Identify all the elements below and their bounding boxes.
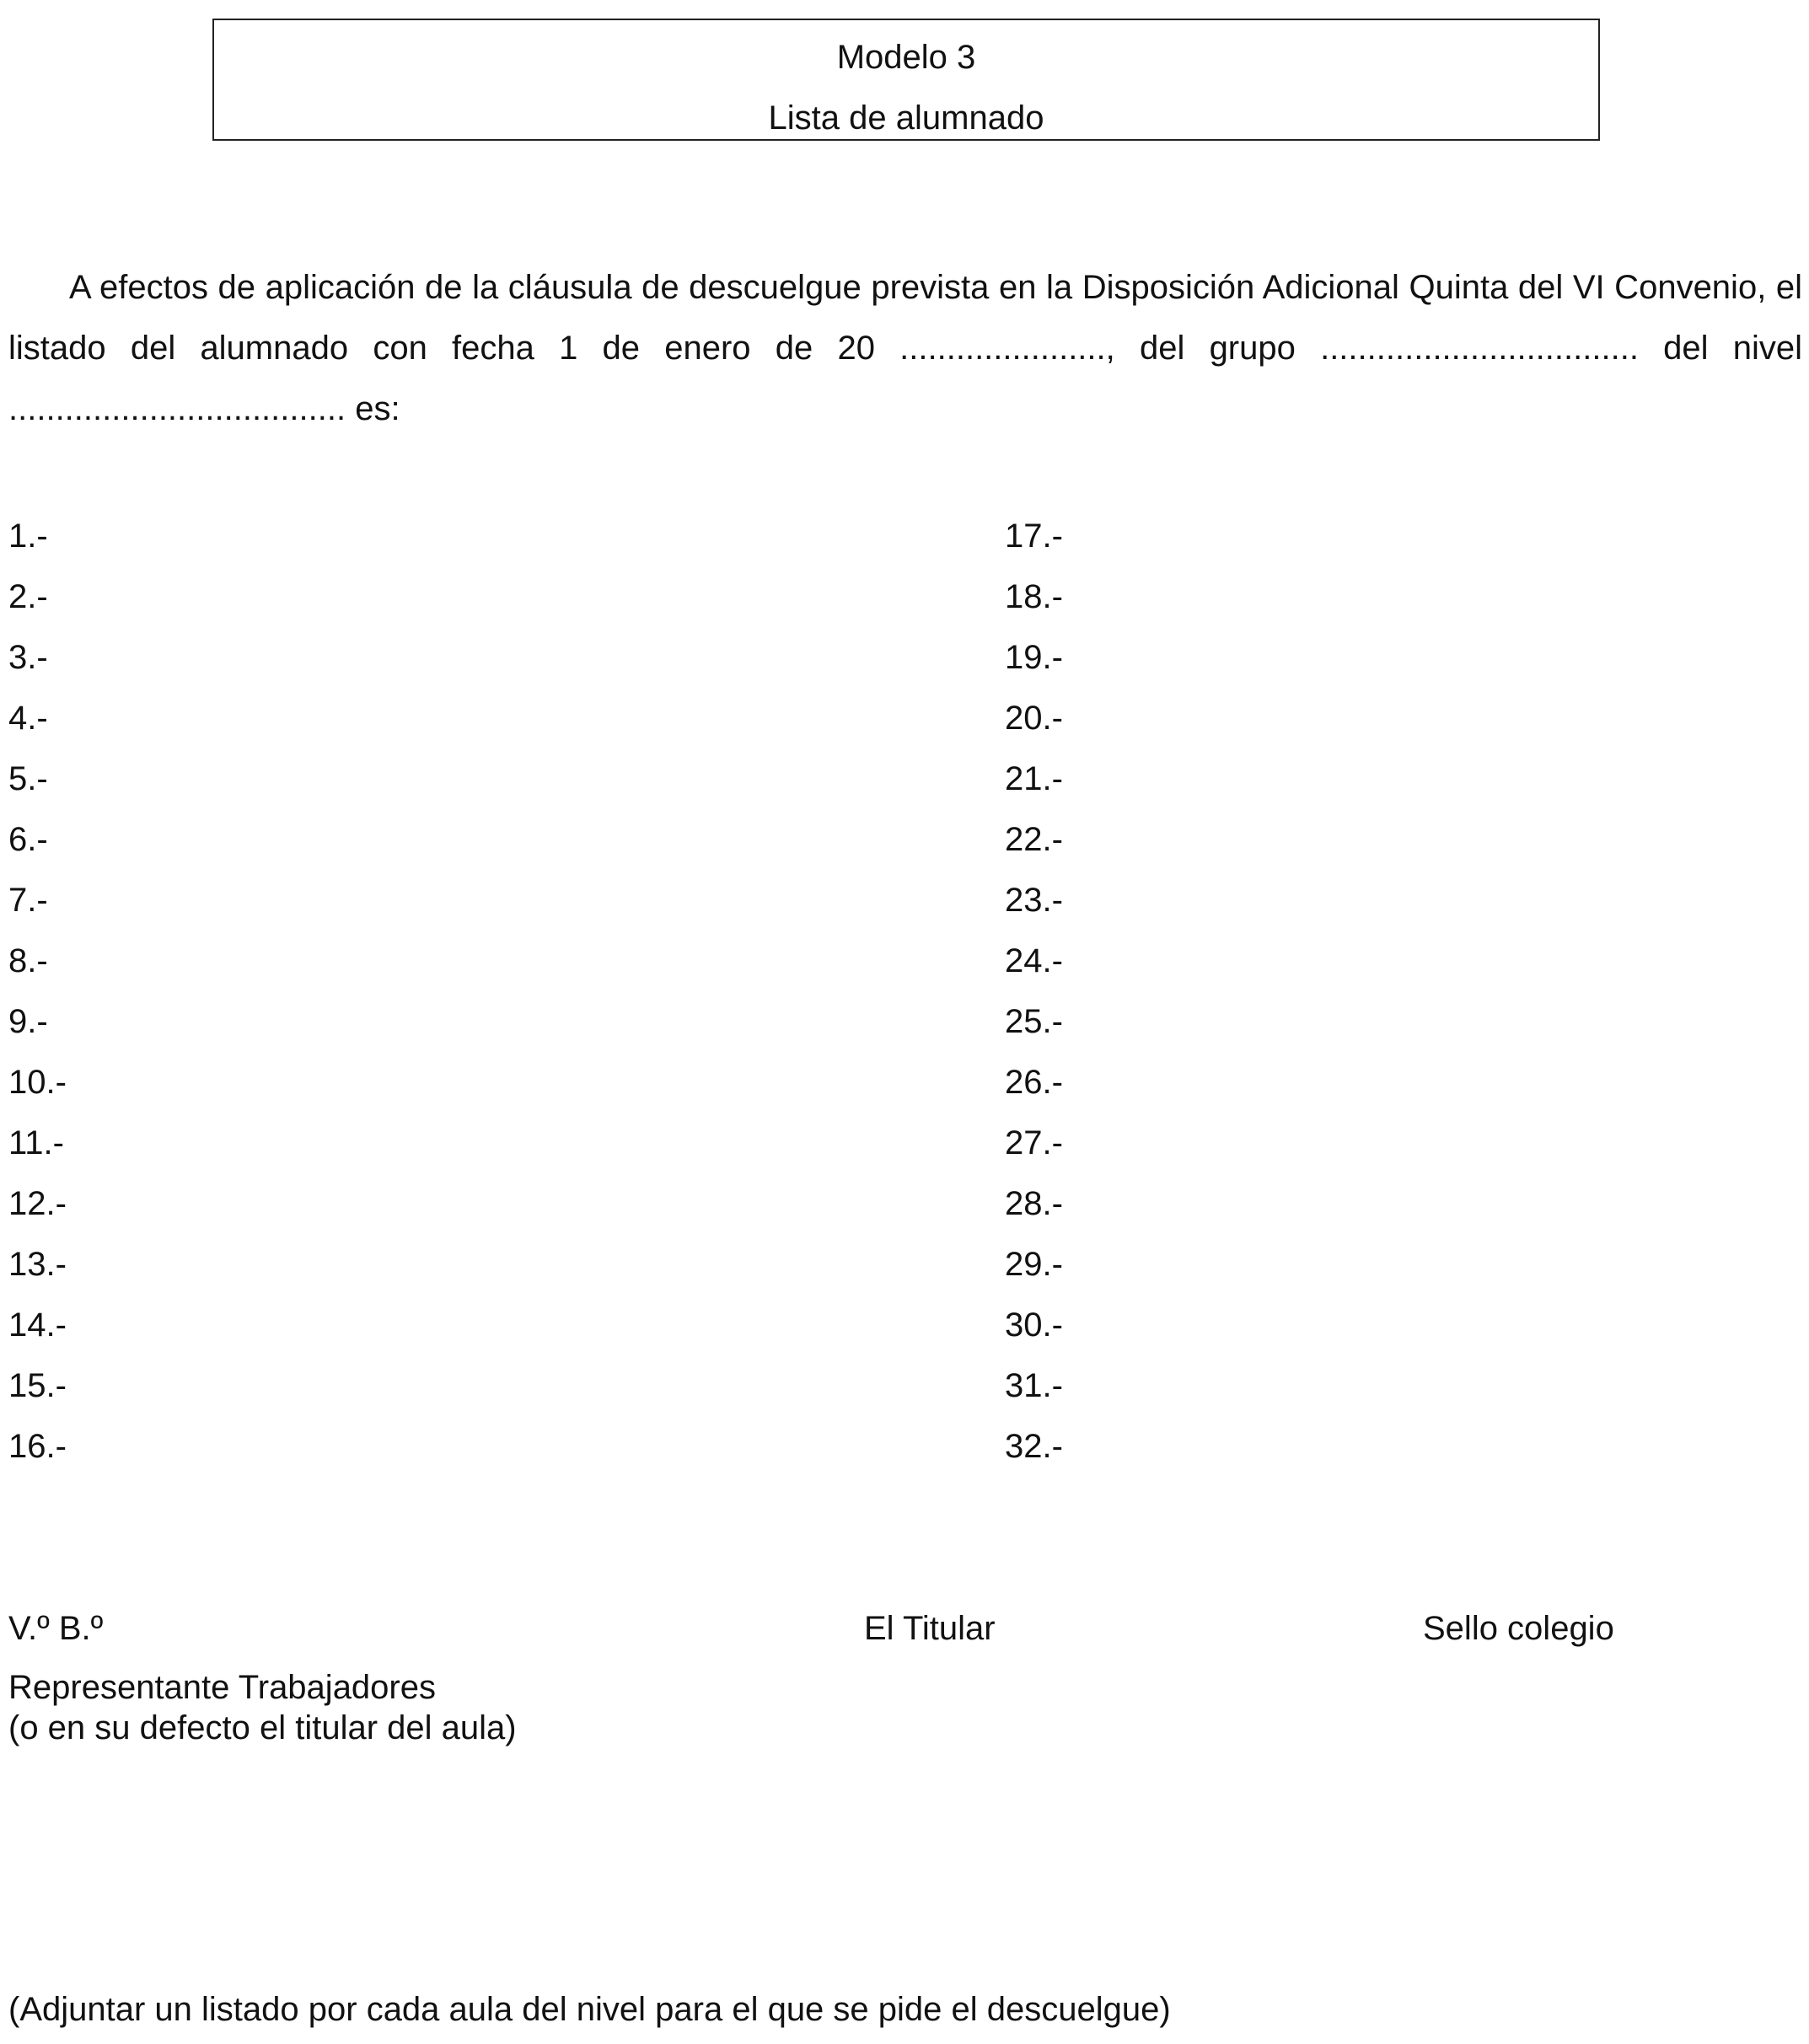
school-seal-label: Sello colegio bbox=[1423, 1610, 1614, 1647]
list-item: 2.- bbox=[8, 578, 48, 615]
student-list-right bbox=[1005, 506, 1063, 1477]
list-item: 13.- bbox=[8, 1246, 67, 1283]
list-item: 12.- bbox=[8, 1185, 67, 1222]
list-item: 21.- bbox=[1005, 760, 1063, 797]
list-item: 16.- bbox=[8, 1428, 67, 1465]
list-item: 27.- bbox=[1005, 1124, 1063, 1161]
list-item: 7.- bbox=[8, 882, 48, 919]
list-item: 3.- bbox=[8, 639, 48, 676]
list-item: 17.- bbox=[1005, 518, 1063, 555]
list-item: 31.- bbox=[1005, 1367, 1063, 1404]
list-item: 14.- bbox=[8, 1306, 67, 1344]
header-box bbox=[212, 19, 1600, 141]
list-item: 11.- bbox=[8, 1124, 64, 1161]
list-item: 4.- bbox=[8, 700, 48, 737]
list-item: 23.- bbox=[1005, 882, 1063, 919]
representative-note: (o en su defecto el titular del aula) bbox=[8, 1709, 517, 1746]
list-item: 1.- bbox=[8, 518, 48, 555]
list-item: 24.- bbox=[1005, 942, 1063, 979]
list-item: 5.- bbox=[8, 760, 48, 797]
intro-paragraph: A efectos de aplicación de la cláusula de descuelgue prevista en la Disposición Adicional Quinta del VI Convenio, el listado del alumnado con fecha 1 de enero de 20 ......................, del grupo .................................. del nivel .................................... es: bbox=[8, 269, 1802, 427]
document-title: Lista de alumnado bbox=[768, 99, 1044, 137]
list-item: 32.- bbox=[1005, 1428, 1063, 1465]
list-item: 10.- bbox=[8, 1064, 67, 1101]
list-item: 29.- bbox=[1005, 1246, 1063, 1283]
list-item: 20.- bbox=[1005, 700, 1063, 737]
list-item: 26.- bbox=[1005, 1064, 1063, 1101]
student-list-left bbox=[8, 506, 67, 1477]
list-item: 6.- bbox=[8, 821, 48, 858]
list-item: 8.- bbox=[8, 942, 48, 979]
list-item: 28.- bbox=[1005, 1185, 1063, 1222]
list-item: 25.- bbox=[1005, 1003, 1063, 1040]
list-item: 30.- bbox=[1005, 1306, 1063, 1344]
list-item: 15.- bbox=[8, 1367, 67, 1404]
representative-label: Representante Trabajadores bbox=[8, 1669, 436, 1706]
list-item: 18.- bbox=[1005, 578, 1063, 615]
model-number: Modelo 3 bbox=[836, 39, 976, 76]
approval-label: V.º B.º bbox=[8, 1610, 104, 1647]
list-item: 19.- bbox=[1005, 639, 1063, 676]
list-item: 22.- bbox=[1005, 821, 1063, 858]
titular-label: El Titular bbox=[864, 1610, 996, 1647]
footnote: (Adjuntar un listado por cada aula del nivel para el que se pide el descuelgue) bbox=[8, 1991, 1171, 2028]
list-item: 9.- bbox=[8, 1003, 48, 1040]
